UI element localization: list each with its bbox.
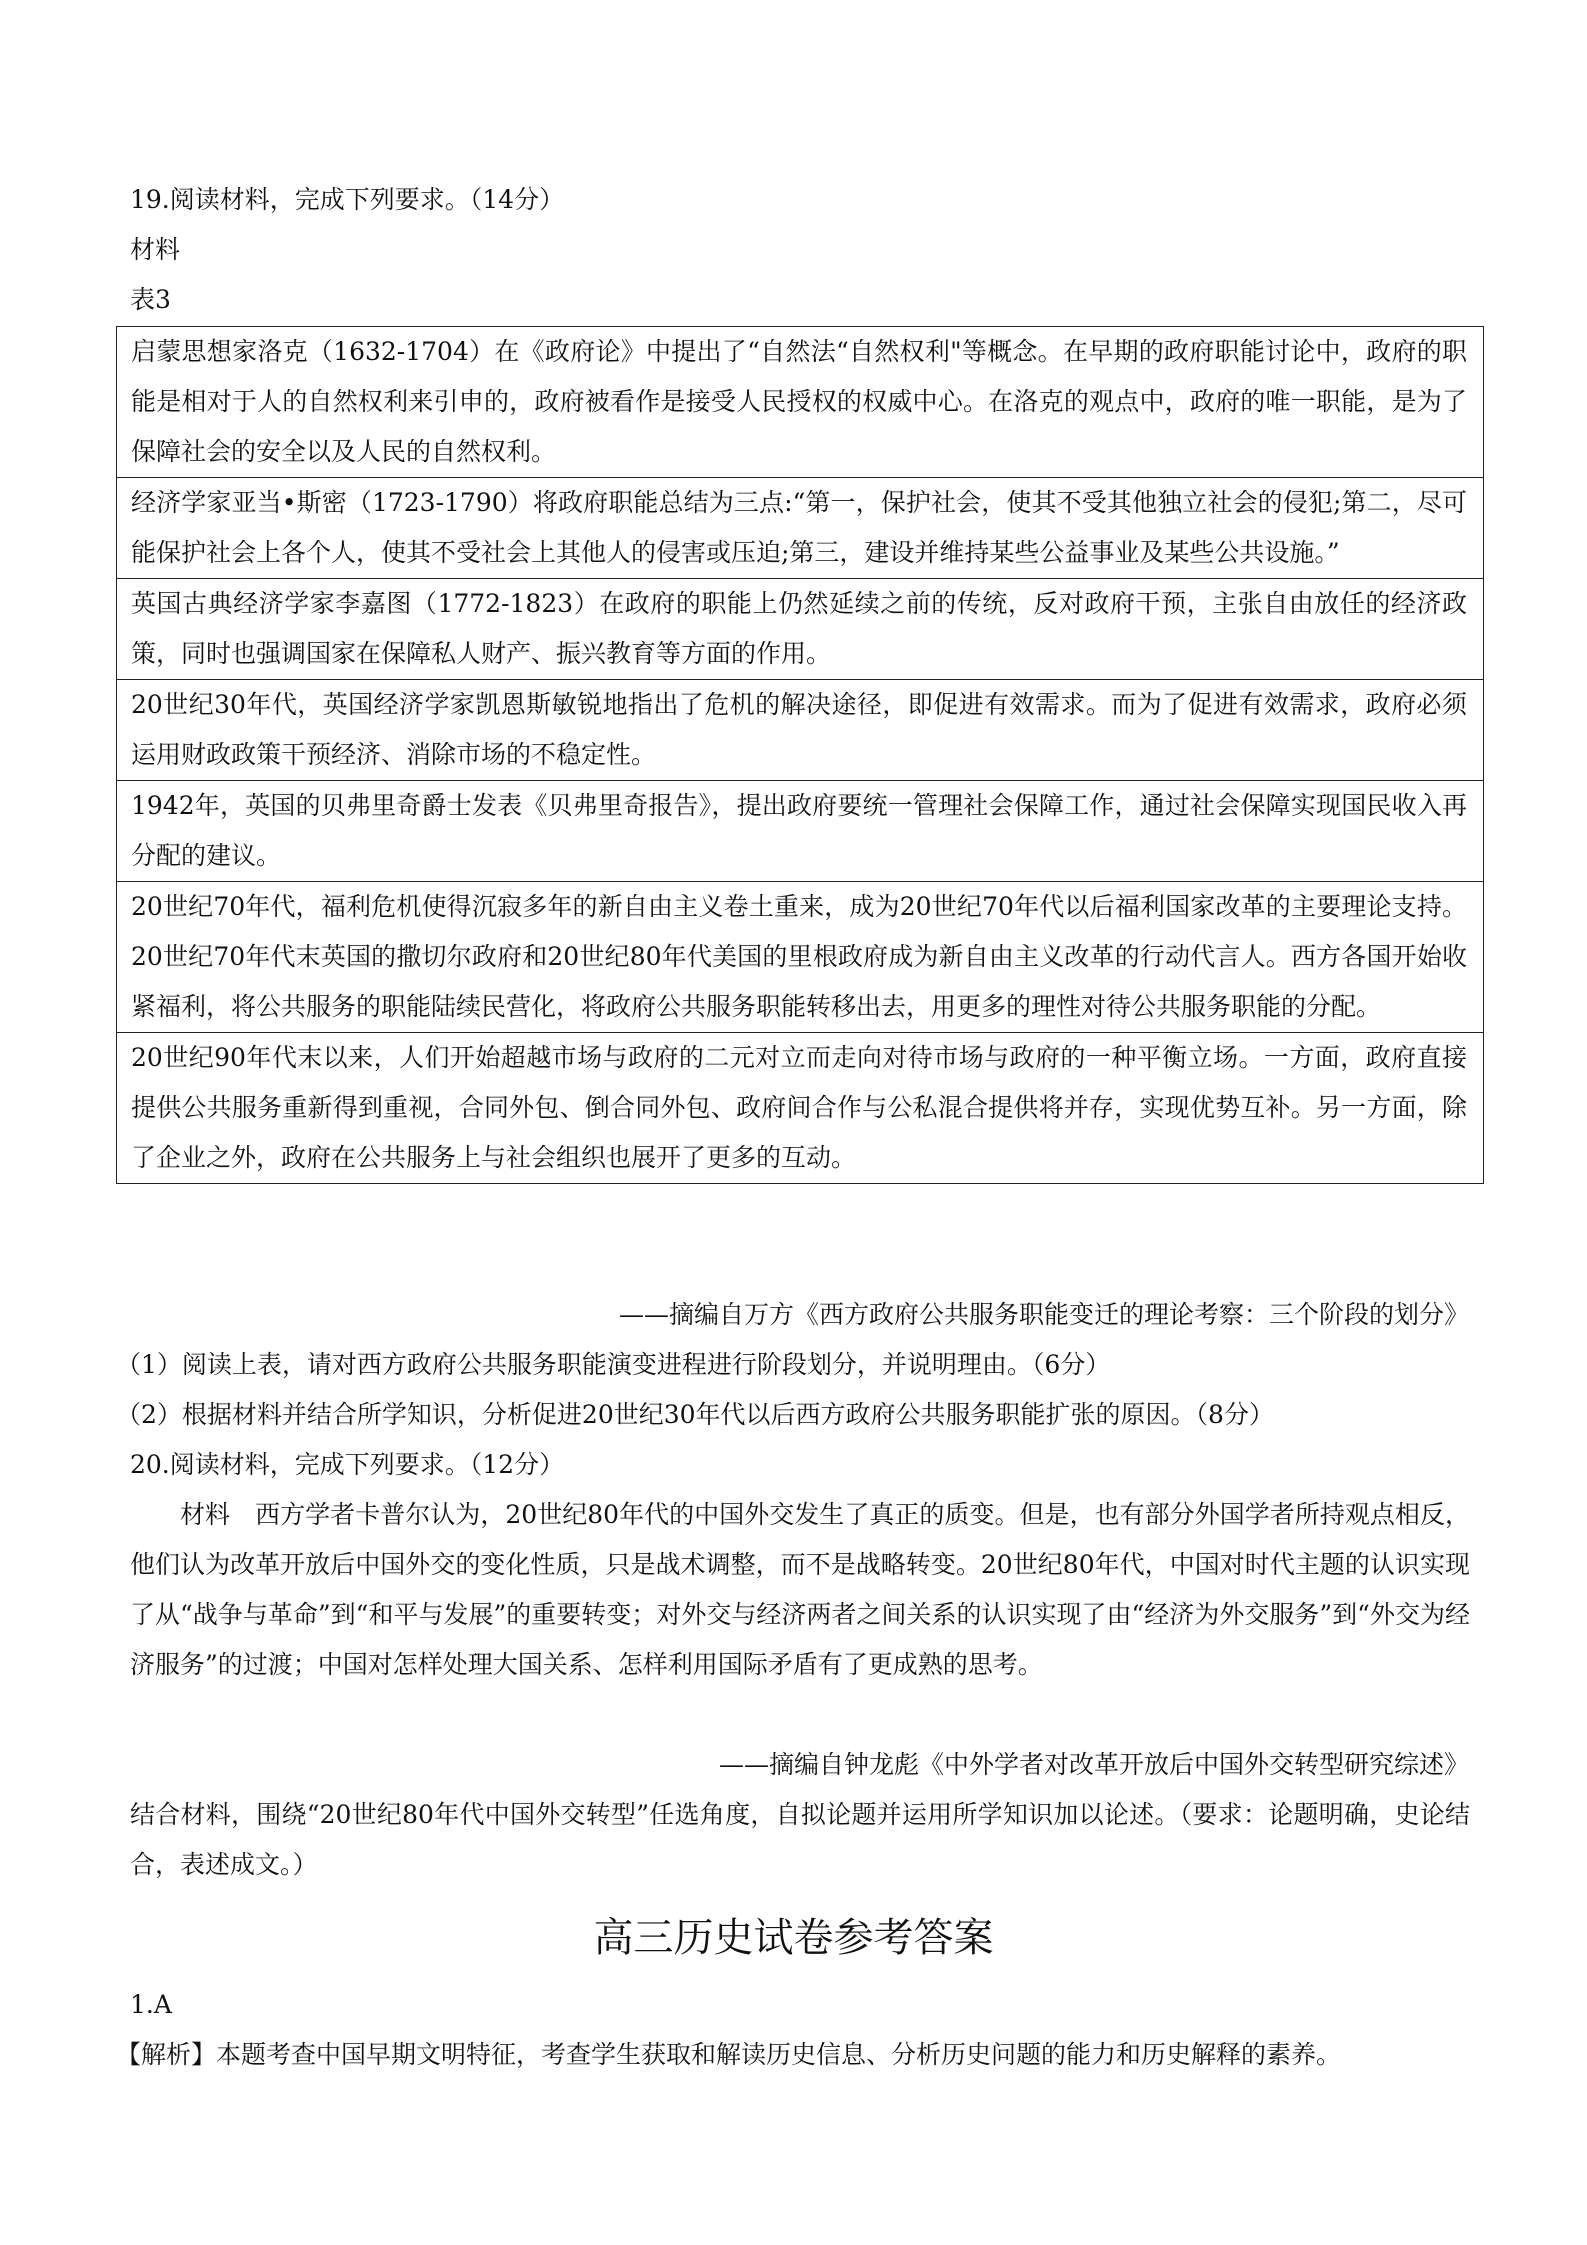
q20-task: 结合材料，围绕“20世纪80年代中国外交转型”任选角度，自拟论题并运用所学知识加以论述。（要求：论题明确，史论结合，表述成文。） bbox=[130, 1800, 1470, 1879]
q19-table-label: 表3 bbox=[130, 285, 171, 314]
q20-heading: 20.阅读材料，完成下列要求。（12分） bbox=[130, 1450, 565, 1479]
q19-material-label: 材料 bbox=[130, 235, 181, 264]
answers-title: 高三历史试卷参考答案 bbox=[593, 1915, 994, 1961]
table-row: 1942年，英国的贝弗里奇爵士发表《贝弗里奇报告》，提出政府要统一管理社会保障工作，通过社会保障实现国民收入再分配的建议。 bbox=[117, 781, 1483, 882]
q19-source: ——摘编自万方《西方政府公共服务职能变迁的理论考察：三个阶段的划分》 bbox=[618, 1300, 1469, 1329]
q19-subquestion-1: （1）阅读上表，请对西方政府公共服务职能演变进程进行阶段划分，并说明理由。（6分） bbox=[116, 1350, 1111, 1379]
table-row: 20世纪70年代，福利危机使得沉寂多年的新自由主义卷土重来，成为20世纪70年代以后福利国家改革的主要理论支持。20世纪70年代末英国的撒切尔政府和20世纪80年代美国的里根政府成为新自由主义改革的行动代言人。西方各国开始收紧福利，将公共服务的职能陆续民营化，将政府公共服务职能转移出去，用更多的理性对待公共服务职能的分配。 bbox=[117, 882, 1483, 1033]
answer-item-1: 1.A bbox=[130, 1990, 172, 2019]
q20-source: ——摘编自钟龙彪《中外学者对改革开放后中国外交转型研究综述》 bbox=[718, 1750, 1469, 1779]
table-row: 20世纪90年代末以来，人们开始超越市场与政府的二元对立而走向对待市场与政府的一种平衡立场。一方面，政府直接提供公共服务重新得到重视，合同外包、倒合同外包、政府间合作与公私混合提供将并存，实现优势互补。另一方面，除了企业之外，政府在公共服务上与社会组织也展开了更多的互动。 bbox=[131, 1043, 1467, 1172]
q19-heading: 19.阅读材料，完成下列要求。（14分） bbox=[130, 185, 565, 214]
answer-analysis-1: 【解析】本题考查中国早期文明特征，考查学生获取和解读历史信息、分析历史问题的能力和历史解释的素养。 bbox=[116, 2040, 1342, 2069]
q20-material: 材料 西方学者卡普尔认为，20世纪80年代的中国外交发生了真正的质变。但是，也有部分外国学者所持观点相反，他们认为改革开放后中国外交的变化性质，只是战术调整，而不是战略转变。20世纪80年代，中国对时代主题的认识实现了从“战争与革命”到“和平与发展”的重要转变；对外交与经济两者之间关系的认识实现了由“经济为外交服务”到“外交为经济服务”的过渡；中国对怎样处理大国关系、怎样利用国际矛盾有了更成熟的思考。 bbox=[130, 1500, 1470, 1679]
table-row: 英国古典经济学家李嘉图（1772-1823）在政府的职能上仍然延续之前的传统，反对政府干预，主张自由放任的经济政策，同时也强调国家在保障私人财产、振兴教育等方面的作用。 bbox=[117, 579, 1483, 680]
table-row: 启蒙思想家洛克（1632-1704）在《政府论》中提出了“自然法“自然权利"等概念。在早期的政府职能讨论中，政府的职能是相对于人的自然权利来引申的，政府被看作是接受人民授权的权威中心。在洛克的观点中，政府的唯一职能，是为了保障社会的安全以及人民的自然权利。 bbox=[117, 327, 1483, 478]
q19-subquestion-2: （2）根据材料并结合所学知识，分析促进20世纪30年代以后西方政府公共服务职能扩张的原因。（8分） bbox=[116, 1400, 1274, 1429]
table-row: 经济学家亚当•斯密（1723-1790）将政府职能总结为三点:“第一，保护社会，使其不受其他独立社会的侵犯;第二，尽可能保护社会上各个人，使其不受社会上其他人的侵害或压迫;第三，建设并维持某些公益事业及某些公共设施。” bbox=[117, 478, 1483, 579]
material-table bbox=[116, 326, 1484, 1184]
table-row: 20世纪30年代，英国经济学家凯恩斯敏锐地指出了危机的解决途径，即促进有效需求。而为了促进有效需求，政府必须运用财政政策干预经济、消除市场的不稳定性。 bbox=[117, 680, 1483, 781]
